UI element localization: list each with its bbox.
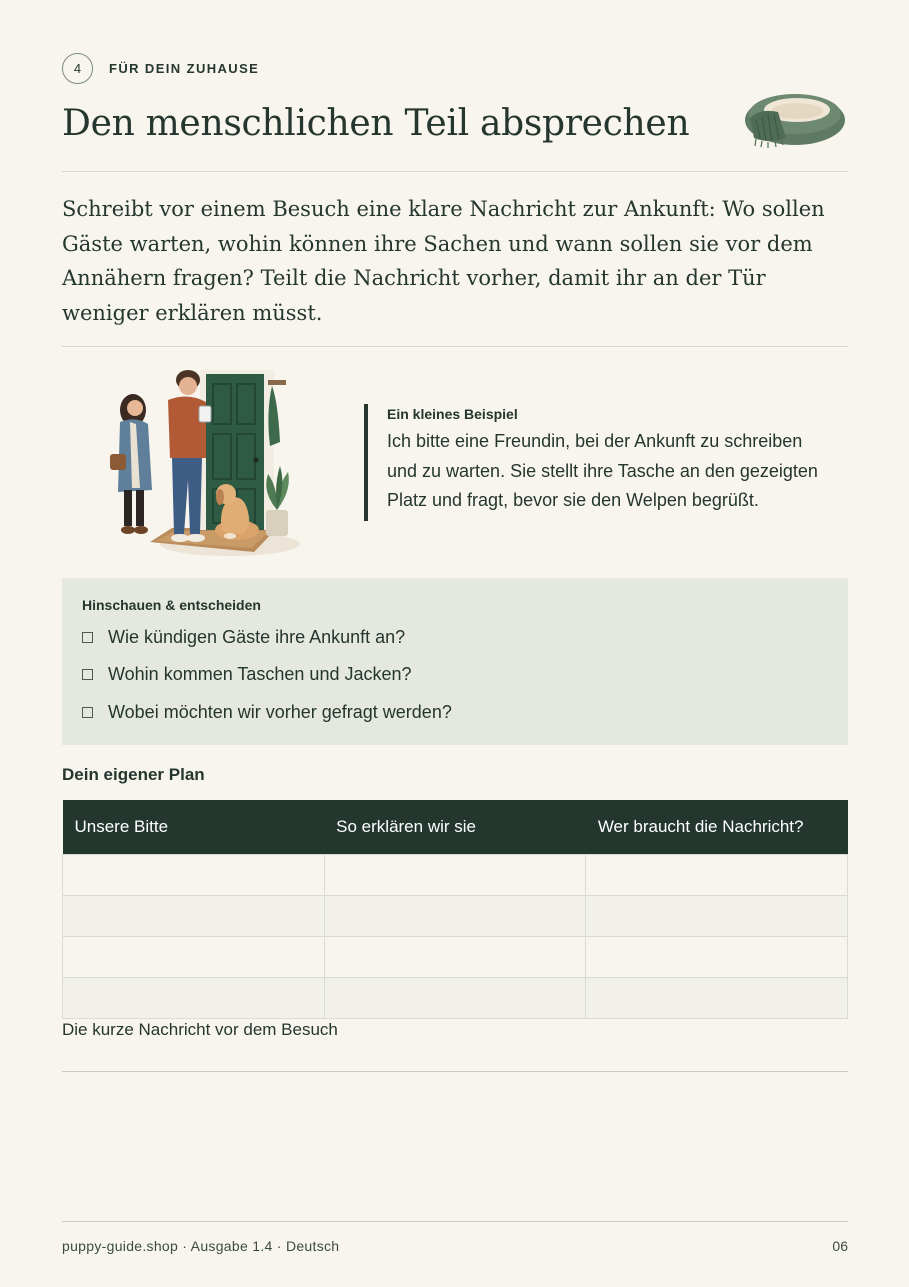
column-header: Wer braucht die Nachricht?	[586, 800, 848, 854]
table-cell[interactable]	[63, 895, 325, 936]
table-cell[interactable]	[324, 936, 586, 977]
checkbox-icon[interactable]	[82, 669, 93, 680]
table-header-row	[63, 800, 848, 854]
chapter-number-badge: 4	[62, 53, 93, 84]
example-text: Ich bitte eine Freundin, bei der Ankunft zu schreiben und zu warten. Sie stellt ihre Tasche an den gezeigten Platz und fragt, bevor sie den Welpen begrüßt.	[387, 431, 818, 510]
table-cell[interactable]	[63, 936, 325, 977]
table-cell[interactable]	[324, 854, 586, 895]
page-title: Den menschlichen Teil absprechen	[62, 103, 690, 144]
checkbox-icon[interactable]	[82, 632, 93, 643]
guests-at-door-illustration	[102, 362, 302, 566]
table-cell[interactable]	[63, 854, 325, 895]
message-write-line[interactable]	[62, 1071, 848, 1072]
table-cell[interactable]	[324, 977, 586, 1018]
checklist-item-label: Wohin kommen Taschen und Jacken?	[108, 664, 412, 684]
checklist-item-label: Wie kündigen Gäste ihre Ankunft an?	[108, 627, 406, 647]
checklist-item[interactable]	[82, 702, 452, 723]
table-cell[interactable]	[63, 977, 325, 1018]
chapter-marker	[62, 53, 259, 84]
column-header: So erklären wir sie	[324, 800, 586, 854]
footer-source: puppy-guide.shop · Ausgabe 1.4 · Deutsch	[62, 1238, 340, 1254]
table-cell[interactable]	[586, 977, 848, 1018]
example-callout	[364, 404, 834, 521]
table-cell[interactable]	[586, 936, 848, 977]
intro-divider	[62, 346, 848, 347]
table-row	[63, 895, 848, 936]
checklist-item-label: Wobei möchten wir vorher gefragt werden?	[108, 702, 452, 722]
checklist-panel	[62, 578, 848, 745]
message-note-label: Die kurze Nachricht vor dem Besuch	[62, 1020, 338, 1039]
chapter-label: FÜR DEIN ZUHAUSE	[109, 61, 260, 76]
intro-paragraph: Schreibt vor einem Besuch eine klare Nachricht zur Ankunft: Wo sollen Gäste warten, wohin können ihre Sachen und wann sollen sie vor dem Annähern fragen? Teilt die Nachricht vorher, damit ihr an der Tür weniger erklären müsst.	[62, 197, 825, 325]
plan-title: Dein eigener Plan	[62, 765, 205, 784]
handout-page	[62, 0, 848, 1287]
table-cell[interactable]	[324, 895, 586, 936]
table-row	[63, 936, 848, 977]
example-label: Ein kleines Beispiel	[387, 406, 518, 422]
checklist-item[interactable]	[82, 627, 405, 648]
table-row	[63, 977, 848, 1018]
column-header: Unsere Bitte	[63, 800, 325, 854]
table-cell[interactable]	[586, 895, 848, 936]
table-row	[63, 854, 848, 895]
plan-table	[62, 800, 848, 1019]
title-divider	[62, 171, 848, 172]
checklist-item[interactable]	[82, 664, 412, 685]
checklist-title: Hinschauen & entscheiden	[82, 597, 261, 613]
page-number: 06	[832, 1238, 848, 1254]
checkbox-icon[interactable]	[82, 707, 93, 718]
footer-divider	[62, 1221, 848, 1222]
table-cell[interactable]	[586, 854, 848, 895]
dog-bed-icon	[742, 80, 848, 150]
